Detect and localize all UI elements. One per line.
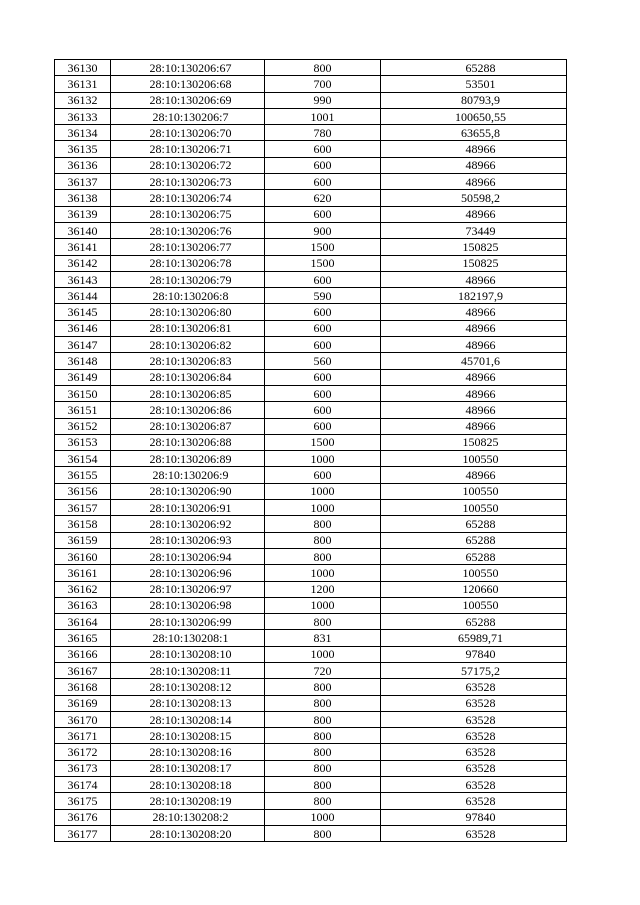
area-cell: 800 bbox=[265, 532, 381, 548]
row-number-cell: 36147 bbox=[55, 337, 111, 353]
row-number-cell: 36132 bbox=[55, 92, 111, 108]
row-number-cell: 36164 bbox=[55, 614, 111, 630]
value-cell: 63528 bbox=[381, 679, 567, 695]
cadastral-number-cell: 28:10:130206:80 bbox=[111, 304, 265, 320]
cadastral-number-cell: 28:10:130206:85 bbox=[111, 385, 265, 401]
value-cell: 65989,71 bbox=[381, 630, 567, 646]
cadastral-number-cell: 28:10:130206:86 bbox=[111, 402, 265, 418]
cadastral-number-cell: 28:10:130206:68 bbox=[111, 76, 265, 92]
row-number-cell: 36156 bbox=[55, 483, 111, 499]
cadastral-number-cell: 28:10:130206:71 bbox=[111, 141, 265, 157]
row-number-cell: 36173 bbox=[55, 760, 111, 776]
table-row bbox=[55, 630, 567, 646]
table-row bbox=[55, 793, 567, 809]
row-number-cell: 36168 bbox=[55, 679, 111, 695]
table-row bbox=[55, 597, 567, 613]
row-number-cell: 36165 bbox=[55, 630, 111, 646]
table-row bbox=[55, 614, 567, 630]
area-cell: 590 bbox=[265, 288, 381, 304]
row-number-cell: 36137 bbox=[55, 174, 111, 190]
table-row bbox=[55, 239, 567, 255]
row-number-cell: 36144 bbox=[55, 288, 111, 304]
cadastral-number-cell: 28:10:130206:97 bbox=[111, 581, 265, 597]
table-row bbox=[55, 271, 567, 287]
value-cell: 65288 bbox=[381, 532, 567, 548]
area-cell: 1000 bbox=[265, 646, 381, 662]
row-number-cell: 36172 bbox=[55, 744, 111, 760]
cadastral-number-cell: 28:10:130208:17 bbox=[111, 760, 265, 776]
row-number-cell: 36176 bbox=[55, 809, 111, 825]
area-cell: 800 bbox=[265, 777, 381, 793]
value-cell: 63655,8 bbox=[381, 125, 567, 141]
row-number-cell: 36171 bbox=[55, 728, 111, 744]
row-number-cell: 36163 bbox=[55, 597, 111, 613]
table-row bbox=[55, 92, 567, 108]
value-cell: 48966 bbox=[381, 174, 567, 190]
cadastral-number-cell: 28:10:130208:18 bbox=[111, 777, 265, 793]
area-cell: 600 bbox=[265, 174, 381, 190]
area-cell: 600 bbox=[265, 271, 381, 287]
row-number-cell: 36151 bbox=[55, 402, 111, 418]
row-number-cell: 36139 bbox=[55, 206, 111, 222]
table-row bbox=[55, 548, 567, 564]
row-number-cell: 36133 bbox=[55, 108, 111, 124]
area-cell: 1000 bbox=[265, 451, 381, 467]
area-cell: 600 bbox=[265, 157, 381, 173]
table-row bbox=[55, 825, 567, 841]
cadastral-number-cell: 28:10:130206:92 bbox=[111, 516, 265, 532]
value-cell: 48966 bbox=[381, 141, 567, 157]
value-cell: 45701,6 bbox=[381, 353, 567, 369]
area-cell: 600 bbox=[265, 206, 381, 222]
area-cell: 800 bbox=[265, 728, 381, 744]
row-number-cell: 36158 bbox=[55, 516, 111, 532]
table-row bbox=[55, 385, 567, 401]
table-row bbox=[55, 157, 567, 173]
value-cell: 63528 bbox=[381, 760, 567, 776]
area-cell: 600 bbox=[265, 385, 381, 401]
area-cell: 800 bbox=[265, 793, 381, 809]
cadastral-number-cell: 28:10:130206:67 bbox=[111, 60, 265, 76]
cadastral-number-cell: 28:10:130206:77 bbox=[111, 239, 265, 255]
value-cell: 63528 bbox=[381, 825, 567, 841]
cadastral-number-cell: 28:10:130206:73 bbox=[111, 174, 265, 190]
value-cell: 63528 bbox=[381, 728, 567, 744]
area-cell: 990 bbox=[265, 92, 381, 108]
value-cell: 63528 bbox=[381, 695, 567, 711]
value-cell: 48966 bbox=[381, 337, 567, 353]
table-row bbox=[55, 190, 567, 206]
area-cell: 800 bbox=[265, 695, 381, 711]
cadastral-number-cell: 28:10:130206:78 bbox=[111, 255, 265, 271]
table-row bbox=[55, 206, 567, 222]
row-number-cell: 36154 bbox=[55, 451, 111, 467]
cadastral-number-cell: 28:10:130208:19 bbox=[111, 793, 265, 809]
value-cell: 150825 bbox=[381, 434, 567, 450]
area-cell: 600 bbox=[265, 467, 381, 483]
area-cell: 1001 bbox=[265, 108, 381, 124]
cadastral-number-cell: 28:10:130206:98 bbox=[111, 597, 265, 613]
row-number-cell: 36160 bbox=[55, 548, 111, 564]
row-number-cell: 36157 bbox=[55, 500, 111, 516]
table-row bbox=[55, 369, 567, 385]
table-row bbox=[55, 125, 567, 141]
cadastral-number-cell: 28:10:130206:89 bbox=[111, 451, 265, 467]
table-row bbox=[55, 255, 567, 271]
area-cell: 560 bbox=[265, 353, 381, 369]
value-cell: 100550 bbox=[381, 483, 567, 499]
row-number-cell: 36175 bbox=[55, 793, 111, 809]
row-number-cell: 36134 bbox=[55, 125, 111, 141]
value-cell: 65288 bbox=[381, 614, 567, 630]
area-cell: 1000 bbox=[265, 597, 381, 613]
table-row bbox=[55, 760, 567, 776]
row-number-cell: 36155 bbox=[55, 467, 111, 483]
value-cell: 97840 bbox=[381, 646, 567, 662]
cadastral-number-cell: 28:10:130208:15 bbox=[111, 728, 265, 744]
cadastral-number-cell: 28:10:130208:16 bbox=[111, 744, 265, 760]
table-row bbox=[55, 728, 567, 744]
table-row bbox=[55, 565, 567, 581]
table-row bbox=[55, 646, 567, 662]
area-cell: 600 bbox=[265, 418, 381, 434]
value-cell: 182197,9 bbox=[381, 288, 567, 304]
value-cell: 100650,55 bbox=[381, 108, 567, 124]
area-cell: 1500 bbox=[265, 255, 381, 271]
cadastral-number-cell: 28:10:130206:8 bbox=[111, 288, 265, 304]
table-row bbox=[55, 108, 567, 124]
table-row bbox=[55, 402, 567, 418]
cadastral-number-cell: 28:10:130206:9 bbox=[111, 467, 265, 483]
value-cell: 48966 bbox=[381, 320, 567, 336]
value-cell: 48966 bbox=[381, 304, 567, 320]
table-row bbox=[55, 777, 567, 793]
row-number-cell: 36161 bbox=[55, 565, 111, 581]
value-cell: 97840 bbox=[381, 809, 567, 825]
value-cell: 48966 bbox=[381, 385, 567, 401]
value-cell: 100550 bbox=[381, 500, 567, 516]
value-cell: 48966 bbox=[381, 206, 567, 222]
value-cell: 80793,9 bbox=[381, 92, 567, 108]
cadastral-number-cell: 28:10:130206:72 bbox=[111, 157, 265, 173]
cadastral-number-cell: 28:10:130206:83 bbox=[111, 353, 265, 369]
row-number-cell: 36170 bbox=[55, 711, 111, 727]
row-number-cell: 36131 bbox=[55, 76, 111, 92]
value-cell: 65288 bbox=[381, 548, 567, 564]
row-number-cell: 36130 bbox=[55, 60, 111, 76]
value-cell: 100550 bbox=[381, 451, 567, 467]
row-number-cell: 36159 bbox=[55, 532, 111, 548]
value-cell: 48966 bbox=[381, 271, 567, 287]
area-cell: 800 bbox=[265, 548, 381, 564]
area-cell: 1000 bbox=[265, 809, 381, 825]
table-row bbox=[55, 418, 567, 434]
value-cell: 150825 bbox=[381, 239, 567, 255]
row-number-cell: 36141 bbox=[55, 239, 111, 255]
area-cell: 600 bbox=[265, 369, 381, 385]
table-row bbox=[55, 353, 567, 369]
area-cell: 800 bbox=[265, 516, 381, 532]
area-cell: 800 bbox=[265, 679, 381, 695]
value-cell: 48966 bbox=[381, 418, 567, 434]
value-cell: 100550 bbox=[381, 597, 567, 613]
area-cell: 600 bbox=[265, 320, 381, 336]
cadastral-number-cell: 28:10:130206:96 bbox=[111, 565, 265, 581]
table-row bbox=[55, 141, 567, 157]
value-cell: 65288 bbox=[381, 60, 567, 76]
cadastral-number-cell: 28:10:130208:11 bbox=[111, 662, 265, 678]
cadastral-number-cell: 28:10:130206:84 bbox=[111, 369, 265, 385]
cadastral-number-cell: 28:10:130208:20 bbox=[111, 825, 265, 841]
row-number-cell: 36145 bbox=[55, 304, 111, 320]
value-cell: 53501 bbox=[381, 76, 567, 92]
cadastral-number-cell: 28:10:130206:93 bbox=[111, 532, 265, 548]
cadastral-number-cell: 28:10:130206:94 bbox=[111, 548, 265, 564]
table-row bbox=[55, 744, 567, 760]
cadastral-number-cell: 28:10:130206:82 bbox=[111, 337, 265, 353]
value-cell: 57175,2 bbox=[381, 662, 567, 678]
table-row bbox=[55, 581, 567, 597]
cadastral-number-cell: 28:10:130206:90 bbox=[111, 483, 265, 499]
table-row bbox=[55, 500, 567, 516]
row-number-cell: 36162 bbox=[55, 581, 111, 597]
table-body bbox=[55, 60, 567, 842]
row-number-cell: 36167 bbox=[55, 662, 111, 678]
table-row bbox=[55, 516, 567, 532]
table-row bbox=[55, 76, 567, 92]
table-row bbox=[55, 222, 567, 238]
area-cell: 800 bbox=[265, 60, 381, 76]
row-number-cell: 36140 bbox=[55, 222, 111, 238]
area-cell: 1000 bbox=[265, 500, 381, 516]
table-row bbox=[55, 467, 567, 483]
area-cell: 600 bbox=[265, 337, 381, 353]
cadastral-number-cell: 28:10:130208:2 bbox=[111, 809, 265, 825]
cadastral-number-cell: 28:10:130206:81 bbox=[111, 320, 265, 336]
area-cell: 800 bbox=[265, 711, 381, 727]
cadastral-number-cell: 28:10:130206:70 bbox=[111, 125, 265, 141]
row-number-cell: 36153 bbox=[55, 434, 111, 450]
cadastral-number-cell: 28:10:130208:10 bbox=[111, 646, 265, 662]
area-cell: 1500 bbox=[265, 434, 381, 450]
area-cell: 600 bbox=[265, 402, 381, 418]
area-cell: 620 bbox=[265, 190, 381, 206]
area-cell: 1500 bbox=[265, 239, 381, 255]
area-cell: 600 bbox=[265, 304, 381, 320]
area-cell: 1000 bbox=[265, 565, 381, 581]
cadastral-number-cell: 28:10:130206:79 bbox=[111, 271, 265, 287]
table-row bbox=[55, 451, 567, 467]
row-number-cell: 36166 bbox=[55, 646, 111, 662]
value-cell: 63528 bbox=[381, 793, 567, 809]
cadastral-number-cell: 28:10:130208:14 bbox=[111, 711, 265, 727]
cadastral-number-cell: 28:10:130206:7 bbox=[111, 108, 265, 124]
table-row bbox=[55, 679, 567, 695]
data-table bbox=[54, 59, 567, 842]
area-cell: 1200 bbox=[265, 581, 381, 597]
cadastral-number-cell: 28:10:130208:12 bbox=[111, 679, 265, 695]
table-row bbox=[55, 434, 567, 450]
value-cell: 150825 bbox=[381, 255, 567, 271]
value-cell: 63528 bbox=[381, 744, 567, 760]
table-row bbox=[55, 60, 567, 76]
row-number-cell: 36143 bbox=[55, 271, 111, 287]
row-number-cell: 36150 bbox=[55, 385, 111, 401]
table-row bbox=[55, 711, 567, 727]
area-cell: 720 bbox=[265, 662, 381, 678]
value-cell: 48966 bbox=[381, 467, 567, 483]
row-number-cell: 36136 bbox=[55, 157, 111, 173]
area-cell: 1000 bbox=[265, 483, 381, 499]
value-cell: 65288 bbox=[381, 516, 567, 532]
area-cell: 800 bbox=[265, 614, 381, 630]
table-row bbox=[55, 532, 567, 548]
table-row bbox=[55, 337, 567, 353]
row-number-cell: 36138 bbox=[55, 190, 111, 206]
cadastral-number-cell: 28:10:130208:13 bbox=[111, 695, 265, 711]
row-number-cell: 36169 bbox=[55, 695, 111, 711]
value-cell: 73449 bbox=[381, 222, 567, 238]
cadastral-number-cell: 28:10:130206:87 bbox=[111, 418, 265, 434]
area-cell: 700 bbox=[265, 76, 381, 92]
row-number-cell: 36152 bbox=[55, 418, 111, 434]
value-cell: 48966 bbox=[381, 402, 567, 418]
cadastral-number-cell: 28:10:130206:69 bbox=[111, 92, 265, 108]
row-number-cell: 36148 bbox=[55, 353, 111, 369]
cadastral-number-cell: 28:10:130206:99 bbox=[111, 614, 265, 630]
table-row bbox=[55, 320, 567, 336]
table-row bbox=[55, 809, 567, 825]
area-cell: 800 bbox=[265, 744, 381, 760]
area-cell: 780 bbox=[265, 125, 381, 141]
value-cell: 50598,2 bbox=[381, 190, 567, 206]
row-number-cell: 36177 bbox=[55, 825, 111, 841]
value-cell: 63528 bbox=[381, 777, 567, 793]
value-cell: 63528 bbox=[381, 711, 567, 727]
row-number-cell: 36146 bbox=[55, 320, 111, 336]
cadastral-number-cell: 28:10:130206:91 bbox=[111, 500, 265, 516]
table-row bbox=[55, 695, 567, 711]
cadastral-number-cell: 28:10:130206:88 bbox=[111, 434, 265, 450]
value-cell: 48966 bbox=[381, 369, 567, 385]
table-row bbox=[55, 174, 567, 190]
area-cell: 831 bbox=[265, 630, 381, 646]
cadastral-number-cell: 28:10:130206:74 bbox=[111, 190, 265, 206]
row-number-cell: 36174 bbox=[55, 777, 111, 793]
area-cell: 600 bbox=[265, 141, 381, 157]
row-number-cell: 36142 bbox=[55, 255, 111, 271]
row-number-cell: 36149 bbox=[55, 369, 111, 385]
cadastral-number-cell: 28:10:130208:1 bbox=[111, 630, 265, 646]
area-cell: 800 bbox=[265, 825, 381, 841]
cadastral-number-cell: 28:10:130206:75 bbox=[111, 206, 265, 222]
area-cell: 900 bbox=[265, 222, 381, 238]
row-number-cell: 36135 bbox=[55, 141, 111, 157]
cadastral-number-cell: 28:10:130206:76 bbox=[111, 222, 265, 238]
value-cell: 100550 bbox=[381, 565, 567, 581]
table-row bbox=[55, 288, 567, 304]
table-row bbox=[55, 483, 567, 499]
table-row bbox=[55, 662, 567, 678]
table-row bbox=[55, 304, 567, 320]
value-cell: 120660 bbox=[381, 581, 567, 597]
value-cell: 48966 bbox=[381, 157, 567, 173]
area-cell: 800 bbox=[265, 760, 381, 776]
